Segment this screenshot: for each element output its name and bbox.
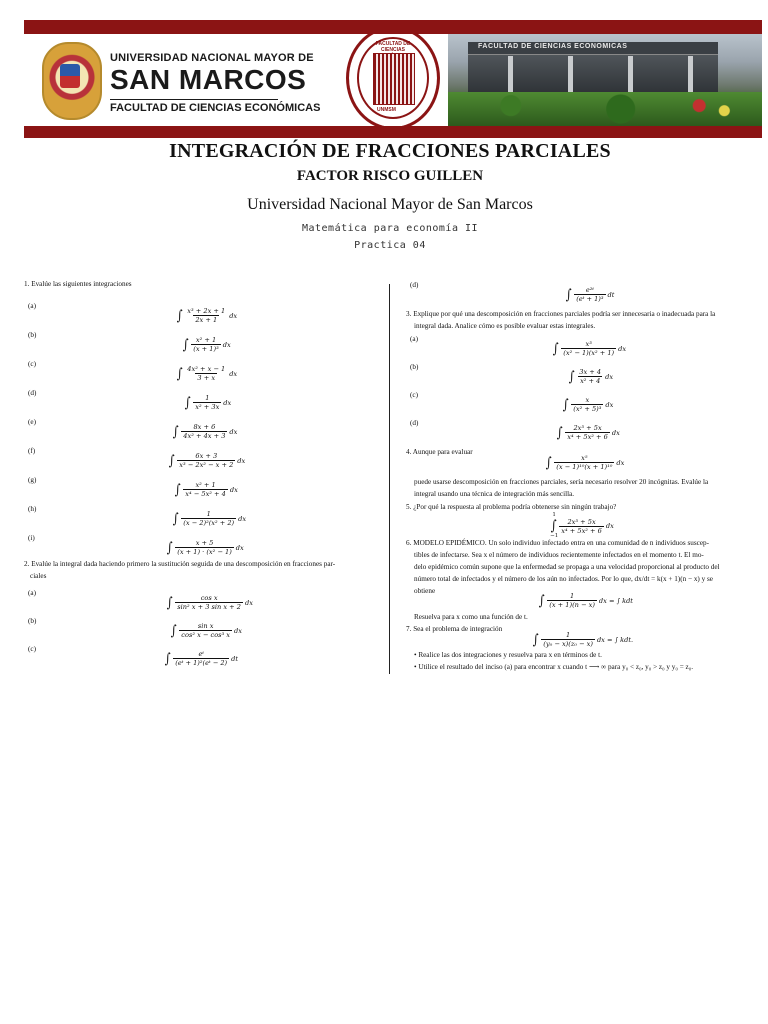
integral-sign-icon: ∫ — [532, 631, 539, 648]
integral-expression — [170, 622, 242, 639]
item-label: (g) — [28, 476, 37, 484]
integral-expression — [562, 396, 613, 413]
lower-limit: −1 — [550, 533, 559, 539]
question-4-text-cont: integral usando una técnica de integración más sencilla. — [414, 490, 575, 498]
item-label: (c) — [410, 391, 418, 399]
item-label: (a) — [28, 302, 36, 310]
definite-integral-expression — [550, 512, 614, 540]
item-label: (b) — [28, 617, 37, 625]
item-label: (a) — [28, 589, 36, 597]
logo-divider — [110, 99, 278, 100]
numerator: 1 — [570, 592, 575, 600]
header-banner-inner — [24, 34, 762, 126]
differential: dx — [605, 372, 614, 381]
question-2-text-cont: ciales — [30, 572, 47, 580]
denominator: cos² x − cos³ x — [181, 631, 231, 639]
denominator: (eᵗ + 1)³ — [576, 295, 604, 303]
question-6-text-cont: número total de infectados y el número de los aún no infectados. Por lo que, dx/dt = k(x + 1)(n − x) y se — [414, 575, 713, 583]
denominator: (x + 1)³ — [193, 345, 219, 353]
item-label: (d) — [28, 389, 37, 397]
question-7-bullet: • Utilice el resultado del inciso (a) para encontrar x cuando t ⟶ ∞ para y₀ < z₀, y₀ > z₀ y y₀ = z₀. — [414, 663, 694, 671]
denominator: x⁴ − 5x² + 4 — [185, 490, 226, 498]
item-label: (d) — [410, 419, 419, 427]
building-column — [628, 56, 633, 94]
integral-expression — [166, 594, 253, 611]
differential: dx — [244, 598, 253, 607]
building-column — [688, 56, 693, 94]
item-label: (a) — [410, 335, 418, 343]
denominator: 3 + x — [197, 374, 216, 382]
integral-expression — [565, 286, 614, 303]
item-label: (c) — [28, 645, 36, 653]
integral-sign-icon: ∫ — [182, 336, 189, 353]
integral-sign-icon: ∫ — [545, 454, 552, 471]
integral-sign-icon: ∫ — [170, 622, 177, 639]
document-course: Matemática para economía II — [301, 223, 479, 234]
integral-expression — [568, 368, 613, 385]
integral-sign-icon: ∫ — [562, 396, 569, 413]
denominator: x⁴ + 5x² + 6 — [561, 526, 602, 535]
numerator: 2x³ + 5x — [567, 517, 596, 526]
integral-expression — [176, 307, 237, 324]
integral-sign-icon: ∫ — [552, 340, 559, 357]
numerator: x³ + 2x + 1 — [187, 307, 226, 315]
integral-sign-icon: ∫ — [166, 539, 173, 556]
numerator: x² + 1 — [195, 336, 217, 344]
denominator: x² + 3x — [195, 403, 220, 411]
numerator: x + 5 — [195, 539, 214, 547]
question-7-text: 7. Sea el problema de integración — [406, 625, 503, 633]
integral-sign-icon: ∫ — [166, 594, 173, 611]
item-label: (i) — [28, 534, 35, 542]
numerator: 6x + 3 — [195, 452, 218, 460]
denominator: 4x² + 4x + 3 — [183, 432, 226, 440]
differential: dx — [229, 369, 238, 378]
integral-expression — [172, 510, 246, 527]
upper-limit: 1 — [552, 512, 556, 518]
question-6-text-cont: tibles de infectarse. Sea x el número de individuos recientemente infectados en el momento t. El mo- — [414, 551, 704, 559]
integral-expression — [166, 539, 244, 556]
numerator: 4x² + x − 1 — [187, 365, 226, 373]
question-3-text-cont: integral dada. Analice cómo es posible evaluar estas integrales. — [414, 322, 596, 330]
integral-expression — [164, 650, 238, 667]
denominator: (x + 1)(n − x) — [549, 601, 595, 609]
differential: dx — [238, 514, 247, 523]
integral-sign-icon: ∫ — [176, 307, 183, 324]
integral-expression — [552, 340, 626, 357]
numerator: 1 — [206, 510, 211, 518]
integral-sign-icon: ∫ — [538, 592, 545, 609]
denominator: sin² x + 3 sin x + 2 — [177, 603, 241, 611]
numerator: 2x³ + 5x — [573, 424, 602, 432]
denominator: x² + 4 — [580, 377, 601, 385]
differential: dx — [605, 400, 614, 409]
denominator: (x² − 1)(x² + 1) — [563, 349, 615, 357]
differential: dx — [235, 543, 244, 552]
question-6-text-cont: obtiene — [414, 587, 436, 595]
building-column — [508, 56, 513, 94]
denominator: (x − 2)²(x² + 2) — [183, 519, 235, 527]
differential: dx — [223, 398, 232, 407]
numerator: x² + 1 — [195, 481, 216, 489]
numerator: x — [585, 396, 590, 404]
integral-expression — [182, 336, 231, 353]
denominator: (x + 1) · (x² − 1) — [177, 548, 232, 556]
integral-expression — [184, 394, 231, 411]
crest-shield-icon — [60, 64, 80, 88]
differential: dx — [229, 311, 238, 320]
integral-expression — [168, 452, 245, 469]
question-2-text: 2. Evalúe la integral dada haciendo primero la sustitución seguida de una descomposición en fracciones par- — [24, 560, 336, 568]
differential: dx — [222, 340, 231, 349]
item-label: (c) — [28, 360, 36, 368]
question-6-text-cont: delo epidémico común supone que la enfermedad se propaga a una velocidad proporcional al producto del — [414, 563, 720, 571]
header-banner — [24, 20, 762, 138]
integral-sign-icon: ∫ — [568, 368, 575, 385]
denominator: (x − 1)¹⁰(x + 1)¹⁰ — [556, 463, 613, 471]
integral-expression — [172, 423, 237, 440]
integral-sign-icon: ∫ — [164, 650, 171, 667]
numerator: 1 — [205, 394, 210, 402]
integral-sign-icon: ∫ — [172, 510, 179, 527]
column-divider — [389, 284, 390, 674]
denominator: (x² + 5)³ — [573, 405, 602, 413]
building-column — [568, 56, 573, 94]
integral-expression — [174, 481, 238, 498]
seal-ring-text: FACULTAD DE CIENCIAS — [375, 41, 411, 53]
integral-expression — [176, 365, 237, 382]
university-name-small: UNIVERSIDAD NACIONAL MAYOR DE — [110, 52, 314, 64]
differential: dx — [229, 427, 238, 436]
question-6-text-cont: Resuelva para x como una función de t. — [414, 613, 528, 621]
denominator: x⁴ + 5x² + 6 — [567, 433, 608, 441]
faculty-building-photo — [448, 34, 762, 126]
denominator: (eᵗ + 1)²(eᵗ − 2) — [175, 659, 228, 667]
item-label: (d) — [410, 281, 419, 289]
integral-expression — [556, 424, 620, 441]
garden-foreground — [448, 92, 762, 126]
differential: dx — [229, 485, 238, 494]
differential: dx — [237, 456, 246, 465]
university-name-large: SAN MARCOS — [110, 64, 307, 95]
denominator: (y₀ − x)(z₀ − x) — [543, 640, 593, 648]
differential: dt — [607, 290, 615, 299]
seal-caption: UNMSM — [377, 107, 396, 113]
numerator: e²ᵗ — [585, 286, 594, 294]
numerator: sin x — [197, 622, 214, 630]
differential: dx — [605, 522, 614, 530]
question-7-bullet: • Realice las dos integraciones y resuelva para x en términos de t. — [414, 651, 602, 659]
differential: dt — [231, 654, 238, 663]
document-university: Universidad Nacional Mayor de San Marcos — [247, 196, 533, 213]
numerator: x³ — [585, 340, 592, 348]
question-1-text: 1. Evalúe las siguientes integraciones — [24, 280, 132, 288]
integral-expression — [532, 631, 633, 648]
seal-emblem-icon — [373, 53, 415, 105]
faculty-seal-icon — [346, 34, 440, 126]
differential: dx — [611, 428, 620, 437]
item-label: (f) — [28, 447, 36, 455]
differential: dx — [234, 626, 242, 635]
numerator: 3x + 4 — [579, 368, 602, 376]
question-4-text: 4. Aunque para evaluar — [406, 448, 473, 456]
faculty-name: FACULTAD DE CIENCIAS ECONÓMICAS — [110, 102, 321, 114]
integral-sign-icon: ∫ — [556, 424, 563, 441]
numerator: 8x + 6 — [193, 423, 216, 431]
question-5-text: 5. ¿Por qué la respuesta al problema podría obtenerse sin ningún trabajo? — [406, 503, 617, 511]
numerator: cos x — [200, 594, 218, 602]
integral-sign-icon: ∫ — [184, 394, 191, 411]
numerator: x⁵ — [581, 454, 588, 462]
integral-sign-icon: ∫ — [565, 286, 572, 303]
document-practice-number: Practica 04 — [354, 240, 426, 251]
integral-sign-icon: ∫ — [172, 423, 179, 440]
integral-expression — [545, 454, 624, 471]
item-label: (h) — [28, 505, 37, 513]
integral-sign-icon: ∫ — [176, 365, 183, 382]
document-author: FACTOR RISCO GUILLEN — [296, 168, 484, 184]
document-title: INTEGRACIÓN DE FRACCIONES PARCIALES — [169, 140, 611, 162]
numerator: 1 — [566, 631, 571, 639]
item-label: (b) — [410, 363, 419, 371]
differential: dx — [616, 458, 625, 467]
differential: dx — [618, 344, 627, 353]
question-4-text-cont: puede usarse descomposición en fracciones parciales, sería necesario resolver 20 incógnitas. Evalúe la — [414, 478, 709, 486]
question-6-text: 6. MODELO EPIDÉMICO. Un solo individuo infectado entra en una comunidad de n individuos suscep- — [406, 539, 710, 547]
integral-sign-icon: ∫ — [168, 452, 175, 469]
question-3-text: 3. Explique por qué una descomposición en fracciones parciales podría ser innecesaria o inadecuada para la — [406, 310, 716, 318]
integral-expression — [538, 592, 633, 609]
denominator: x³ − 2x² − x + 2 — [179, 461, 234, 469]
item-label: (e) — [28, 418, 36, 426]
building-sign: FACULTAD DE CIENCIAS ECONOMICAS — [478, 43, 628, 50]
integral-sign-icon: ∫ — [550, 518, 557, 534]
item-label: (b) — [28, 331, 37, 339]
denominator: 2x + 1 — [195, 316, 218, 324]
numerator: eᵗ — [198, 650, 204, 658]
differential: dx = ∫ kdt — [598, 596, 633, 605]
differential: dx = ∫ kdt. — [596, 635, 634, 644]
integral-sign-icon: ∫ — [174, 481, 181, 498]
